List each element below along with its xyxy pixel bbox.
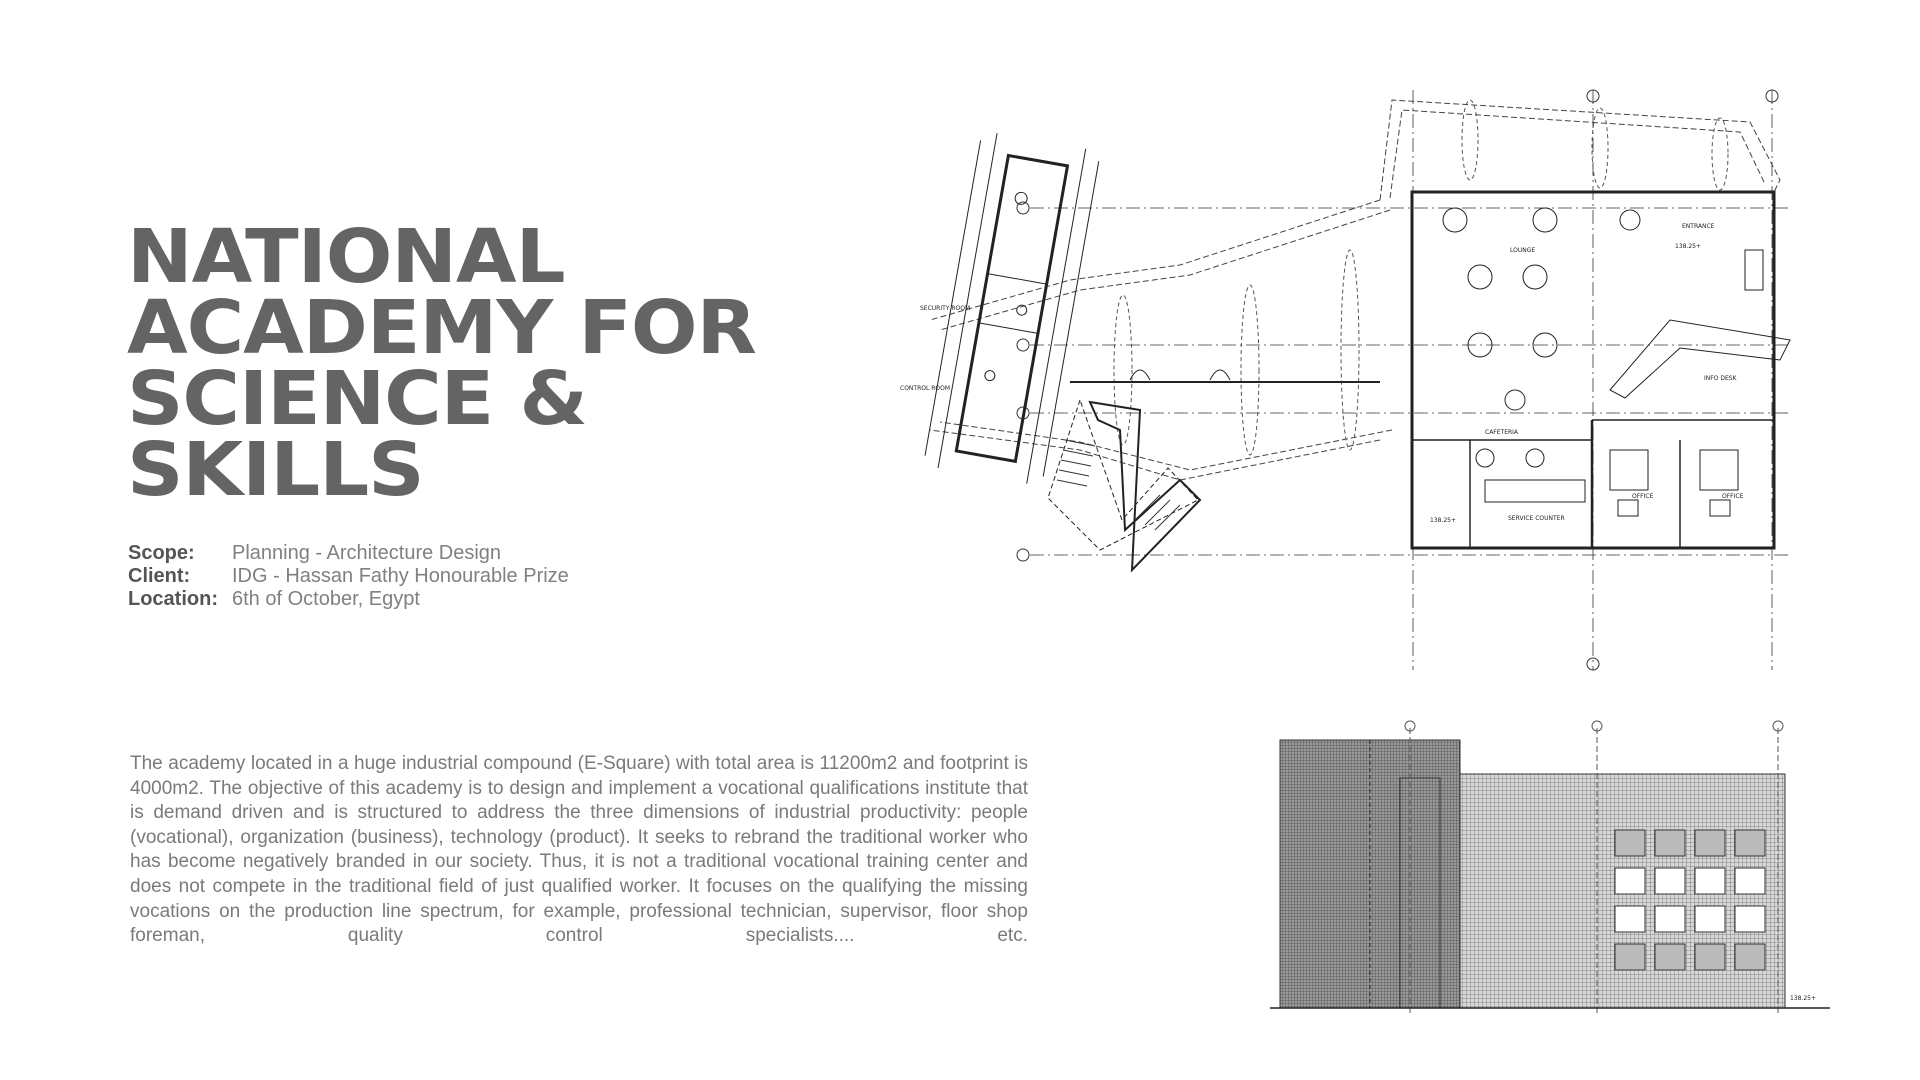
project-meta: [128, 542, 569, 611]
project-title: [127, 214, 756, 513]
staircase: [1048, 400, 1200, 570]
title-line-4: SKILLS: [127, 427, 424, 513]
scope-row: [128, 542, 569, 565]
elevation-grid-bubbles: [1405, 721, 1783, 731]
roof-overhang: [930, 100, 1780, 480]
label-level-2: 138.25+: [1430, 517, 1457, 524]
floor-plan-drawing: [780, 80, 1800, 680]
location-value: 6th of October, Egypt: [232, 588, 420, 610]
title-line-1: NATIONAL: [127, 214, 565, 300]
service-counter: [1485, 480, 1585, 502]
grid-lines: [1030, 90, 1790, 670]
location-label: Location:: [128, 588, 218, 610]
label-lounge: LOUNGE: [1510, 247, 1536, 254]
client-value: IDG - Hassan Fathy Honourable Prize: [232, 565, 569, 587]
label-cafeteria: CAFETERIA: [1485, 429, 1519, 436]
grid-bubbles: [1017, 90, 1778, 670]
elevation-drawing: [1270, 718, 1870, 1018]
location-row: [128, 588, 569, 611]
client-label: Client:: [128, 565, 191, 587]
label-entrance: ENTRANCE: [1682, 223, 1715, 230]
label-office-2: OFFICE: [1722, 493, 1744, 500]
elevation-level-label: 138.25+: [1790, 995, 1817, 1002]
label-office-1: OFFICE: [1632, 493, 1654, 500]
label-level-1: 138.25+: [1675, 243, 1702, 250]
label-service-counter: SERVICE COUNTER: [1508, 515, 1565, 522]
bridge-ribs: [1114, 100, 1728, 455]
label-control-room: CONTROL ROOM: [900, 385, 950, 392]
label-info-desk: INFO DESK: [1704, 375, 1737, 382]
info-desk: [1610, 320, 1790, 398]
scope-label: Scope:: [128, 542, 195, 564]
title-line-2: ACADEMY FOR: [127, 285, 756, 371]
client-row: [128, 565, 569, 588]
label-security-room: SECURITY ROOM: [920, 305, 971, 312]
title-line-3: SCIENCE &: [127, 356, 587, 442]
office-furniture: [1610, 250, 1763, 516]
lounge-tables: [1443, 208, 1640, 467]
project-description: The academy located in a huge industrial compound (E-Square) with total area is 11200m2 and footprint is 4000m2. The objective of this academy is to design and implement a vocational qualifications institute that is demand driven and is structured to address the three dimensions of industrial productivity: people (vocational), organization (business), technology (product). It seeks to rebrand the traditional worker who has become negatively branded in our society. Thus, it is not a traditional vocational training center and does not compete in the traditional field of just qualified worker. It focuses on the qualifying the missing vocations on the production line spectrum, for example, professional technician, supervisor, floor shop foreman, quality control specialists.... etc.: [130, 753, 1028, 947]
scope-value: Planning - Architecture Design: [232, 542, 502, 564]
